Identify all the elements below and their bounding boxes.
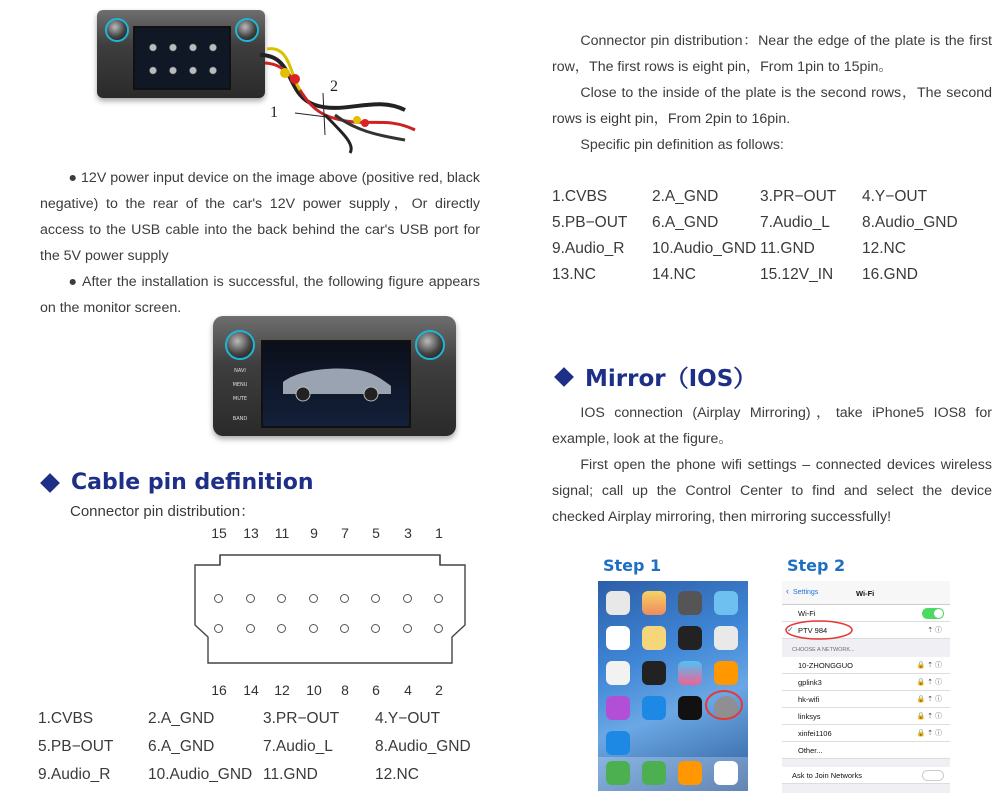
unit-button-mute: MUTE: [232, 396, 248, 402]
bullet-install-success: ● After the installation is successful, the following figure appears on the monitor screen.: [40, 274, 480, 316]
wifi-label: Wi-Fi: [798, 609, 816, 618]
power-instructions: [40, 165, 480, 321]
pin-def: 8.Audio_GND: [375, 738, 471, 755]
pin-number-top: 1: [435, 525, 443, 541]
unit-button-menu: MENU: [232, 382, 248, 388]
pin-number-top: 11: [274, 525, 290, 541]
pin-def: 5.PB−OUT: [552, 214, 628, 231]
pin-def: 13.NC: [552, 266, 596, 283]
pin-number-bottom: 2: [435, 682, 443, 698]
pin-number-top: 3: [404, 525, 412, 541]
heading-mirror-ios: [557, 360, 756, 393]
connector-description: [552, 28, 992, 158]
pin-def: 1.CVBS: [38, 710, 94, 727]
pin-def: 4.Y−OUT: [862, 188, 928, 205]
heading-text: Cable pin definition: [71, 470, 314, 495]
para-specific: Specific pin definition as follows:: [580, 137, 784, 153]
diamond-bullet-icon: [554, 367, 574, 387]
network-row: linksys 🔒 ⇡ ⓘ: [782, 708, 950, 725]
step-1-label: Step 1: [603, 556, 662, 575]
para-first-row: Connector pin distribution：Near the edge of the plate is the first row，The first rows is eight pin，From 1pin to 15pin。: [552, 33, 992, 75]
pin-def: 9.Audio_R: [552, 240, 625, 257]
pin-def: 10.Audio_GND: [148, 766, 253, 783]
car-unit-image-bottom: [213, 316, 456, 436]
pin-def: 7.Audio_L: [760, 214, 830, 231]
pin-def: 11.GND: [760, 240, 815, 257]
pin-number-top: 13: [243, 525, 259, 541]
heading-text: Mirror（IOS）: [585, 366, 757, 392]
pin-number-bottom: 8: [341, 682, 349, 698]
pin-number-bottom: 6: [372, 682, 380, 698]
unit-button-band: BAND: [232, 416, 248, 422]
network-highlight-ellipse: [784, 619, 854, 641]
network-row: xinfei1106 🔒 ⇡ ⓘ: [782, 725, 950, 742]
choose-network-header: CHOOSE A NETWORK...: [792, 647, 855, 653]
settings-highlight-circle: [704, 687, 744, 723]
para-second-row: Close to the inside of the plate is the second rows，The second rows is eight pin，From 2pin to 16pin.: [552, 85, 992, 127]
lock-wifi-icon: 🔒 ⇡ ⓘ: [916, 713, 942, 720]
mirror-description: [552, 400, 992, 530]
pin-def: 12.NC: [862, 240, 906, 257]
settings-back-link: Settings: [793, 589, 819, 596]
pin-def: 6.A_GND: [148, 738, 215, 755]
pin-def: 5.PB−OUT: [38, 738, 114, 755]
connected-network-name: PTV 984: [798, 626, 828, 635]
wifi-title: Wi-Fi: [856, 589, 875, 598]
pin-def: 12.NC: [375, 766, 419, 783]
unit-screen: [261, 340, 411, 428]
pin-number-bottom: 12: [274, 682, 290, 698]
pin-number-bottom: 14: [243, 682, 259, 698]
pin-def: 4.Y−OUT: [375, 710, 441, 727]
pin-def: 15.12V_IN: [760, 266, 834, 283]
pin-def: 11.GND: [263, 766, 318, 783]
cable-harness-image: [255, 35, 445, 155]
para-ios-connection: IOS connection (Airplay Mirroring)，take iPhone5 IOS8 for example, look at the figure。: [552, 405, 992, 447]
bullet-power-input: ● 12V power input device on the image above (positive red, black negative) to the rear of the car's 12V power supply，Or directly access to the USB cable into the back behind the car's USB port for the 5V power supply: [40, 170, 480, 264]
network-row: hk-wifi 🔒 ⇡ ⓘ: [782, 691, 950, 708]
pin-def: 16.GND: [862, 266, 918, 283]
network-row: Other...: [782, 742, 950, 759]
car-unit-image-top: [97, 10, 265, 98]
pin-def: 2.A_GND: [652, 188, 719, 205]
pin-def: 9.Audio_R: [38, 766, 111, 783]
pin-number-top: 15: [211, 525, 227, 541]
cable-label-2: 2: [330, 78, 338, 95]
car-silhouette-icon: [263, 342, 409, 426]
pin-def: 1.CVBS: [552, 188, 608, 205]
unit-button-navi: NAVI: [234, 368, 246, 374]
wifi-signal-icon: ⇡ ⓘ: [927, 627, 942, 634]
pin-def: 3.PR−OUT: [760, 188, 837, 205]
lock-wifi-icon: 🔒 ⇡ ⓘ: [916, 679, 942, 686]
pin-number-bottom: 16: [211, 682, 227, 698]
lock-wifi-icon: 🔒 ⇡ ⓘ: [916, 662, 942, 669]
connector-subheading: Connector pin distribution：: [70, 503, 256, 520]
pin-def: 3.PR−OUT: [263, 710, 340, 727]
pin-def: 2.A_GND: [148, 710, 215, 727]
pin-def: 10.Audio_GND: [652, 240, 757, 257]
pin-def: 8.Audio_GND: [862, 214, 958, 231]
wifi-toggle: [922, 608, 944, 619]
diamond-bullet-icon: [40, 473, 60, 493]
pin-number-top: 7: [341, 525, 349, 541]
network-row: 10-ZHONGGUO 🔒 ⇡ ⓘ: [782, 657, 950, 674]
ask-join-row: Ask to Join Networks: [782, 767, 950, 784]
iphone-home-screenshot: [598, 581, 748, 791]
pin-number-bottom: 10: [306, 682, 322, 698]
pin-number-top: 9: [310, 525, 318, 541]
lock-wifi-icon: 🔒 ⇡ ⓘ: [916, 730, 942, 737]
back-chevron-icon: ‹: [786, 586, 789, 596]
ask-join-toggle: [922, 770, 944, 781]
iphone-wifi-screenshot: [782, 581, 950, 793]
pin-number-top: 5: [372, 525, 380, 541]
lock-wifi-icon: 🔒 ⇡ ⓘ: [916, 696, 942, 703]
connector-outline: [190, 545, 470, 675]
checkmark-icon: ✓: [787, 625, 794, 634]
heading-cable-pin-definition: [43, 470, 313, 495]
cable-label-1: 1: [270, 104, 278, 121]
pin-number-bottom: 4: [404, 682, 412, 698]
para-wifi-steps: First open the phone wifi settings – connected devices wireless signal; call up the Control Center to find and select the device checked Airplay mirroring, then mirroring successfully!: [552, 457, 992, 525]
pin-def: 14.NC: [652, 266, 696, 283]
step-2-label: Step 2: [787, 556, 846, 575]
pin-def: 6.A_GND: [652, 214, 719, 231]
network-row: gplink3 🔒 ⇡ ⓘ: [782, 674, 950, 691]
pin-def: 7.Audio_L: [263, 738, 333, 755]
